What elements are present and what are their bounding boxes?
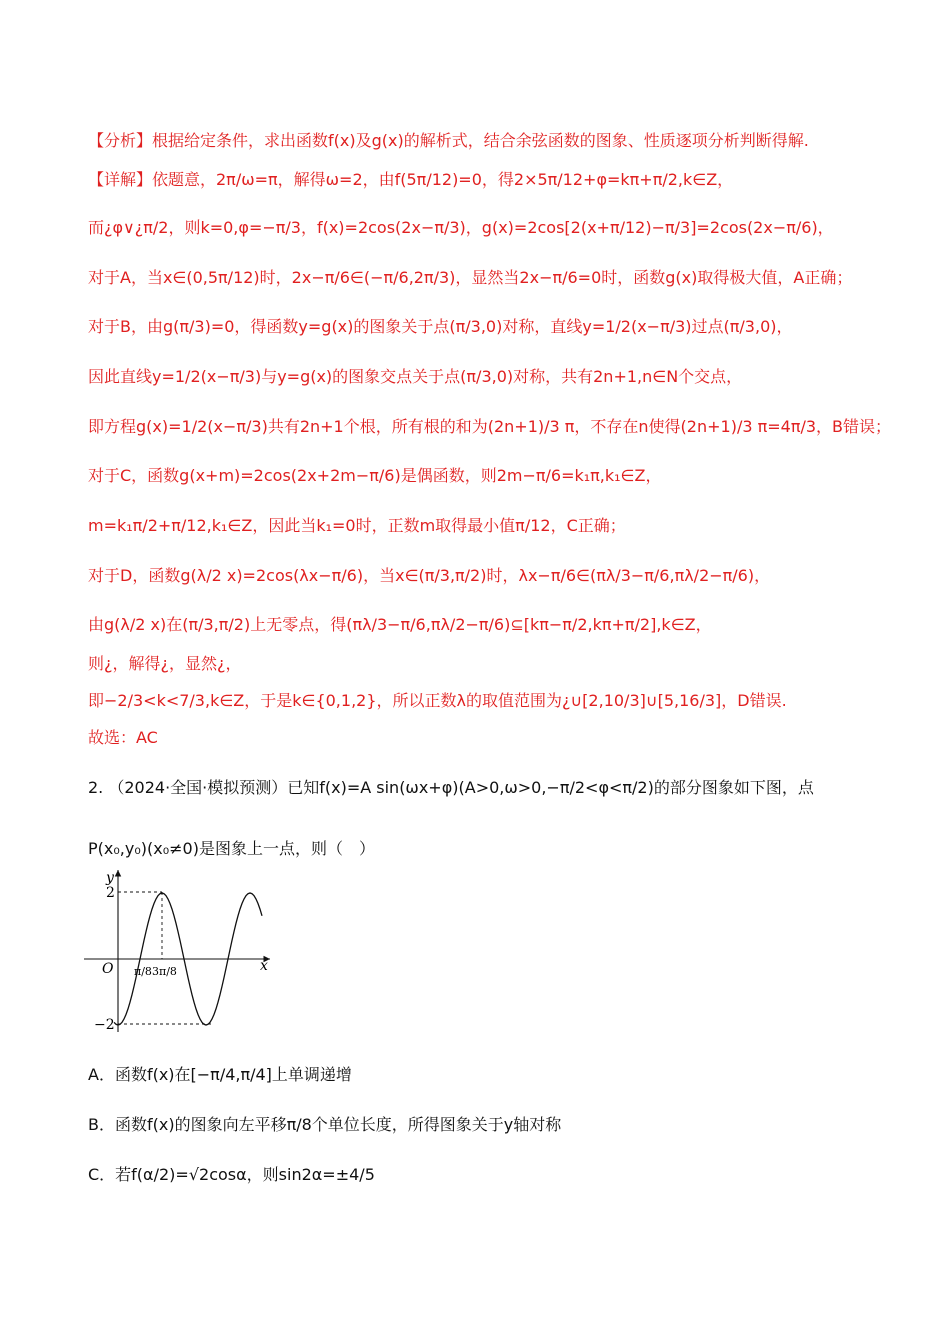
analysis-line-10: 对于D，函数g(λ/2 x)=2cos(λx−π/6)，当x∈(π/3,π/2)时，λx−π/6∈(πλ/3−π/6,πλ/2−π/6)， xyxy=(88,566,771,585)
analysis-line-2: 【详解】依题意，2π/ω=π，解得ω=2，由f(5π/12)=0，得2×5π/12+φ=kπ+π/2,k∈Z， xyxy=(88,170,734,189)
analysis-line-3: 而¿φ∨¿π/2，则k=0,φ=−π/3，f(x)=2cos(2x−π/3)，g(x)=2cos[2(x+π/12)−π/3]=2cos(2x−π/6)， xyxy=(88,218,834,237)
x-tick-pi8: π/8 xyxy=(134,965,152,978)
question-stem: 2. （2024·全国·模拟预测）已知f(x)=A sin(ωx+φ)(A>0,ω>0,−π/2<φ<π/2)的部分图象如下图，点 xyxy=(88,778,814,797)
answer-line: 故选：AC xyxy=(88,728,158,747)
option-a: A．函数f(x)在[−π/4,π/4]上单调递增 xyxy=(88,1065,352,1084)
y-axis-label: y xyxy=(106,870,114,886)
analysis-line-8: 对于C，函数g(x+m)=2cos(2x+2m−π/6)是偶函数，则2m−π/6=k₁π,k₁∈Z， xyxy=(88,466,662,485)
analysis-line-1: 【分析】根据给定条件，求出函数f(x)及g(x)的解析式，结合余弦函数的图象、性质逐项分析判断得解. xyxy=(88,131,809,150)
origin-label: O xyxy=(102,961,114,977)
analysis-line-12: 则¿，解得¿，显然¿， xyxy=(88,654,242,673)
option-b: B．函数f(x)的图象向左平移π/8个单位长度，所得图象关于y轴对称 xyxy=(88,1115,562,1134)
y-tick-min: −2 xyxy=(94,1017,115,1033)
analysis-line-7: 即方程g(x)=1/2(x−π/3)共有2n+1个根，所有根的和为(2n+1)/3 π，不存在n使得(2n+1)/3 π=4π/3，B错误； xyxy=(88,417,892,436)
analysis-line-9: m=k₁π/2+π/12,k₁∈Z，因此当k₁=0时，正数m取得最小值π/12，C正确； xyxy=(88,516,626,535)
analysis-line-6: 因此直线y=1/2(x−π/3)与y=g(x)的图象交点关于点(π/3,0)对称，共有2n+1,n∈N个交点， xyxy=(88,367,743,386)
analysis-line-5: 对于B，由g(π/3)=0，得函数y=g(x)的图象关于点(π/3,0)对称，直线y=1/2(x−π/3)过点(π/3,0)， xyxy=(88,317,793,336)
question-stem-2: P(x₀,y₀)(x₀≠0)是图象上一点，则（ ） xyxy=(88,839,375,858)
analysis-line-13: 即−2/3<k<7/3,k∈Z，于是k∈{0,1,2}，所以正数λ的取值范围为¿∪[2,10/3]∪[5,16/3]，D错误. xyxy=(88,691,787,710)
x-tick-3pi8: 3π/8 xyxy=(152,965,177,978)
y-tick-max: 2 xyxy=(106,885,115,901)
sine-graph xyxy=(84,862,284,1042)
analysis-line-11: 由g(λ/2 x)在(π/3,π/2)上无零点，得(πλ/3−π/6,πλ/2−π/6)⊆[kπ−π/2,kπ+π/2],k∈Z， xyxy=(88,615,712,634)
x-axis-label: x xyxy=(260,958,268,974)
option-c: C．若f(α/2)=√2cosα，则sin2α=±4/5 xyxy=(88,1165,375,1184)
analysis-line-4: 对于A，当x∈(0,5π/12)时，2x−π/6∈(−π/6,2π/3)，显然当2x−π/6=0时，函数g(x)取得极大值，A正确； xyxy=(88,268,853,287)
